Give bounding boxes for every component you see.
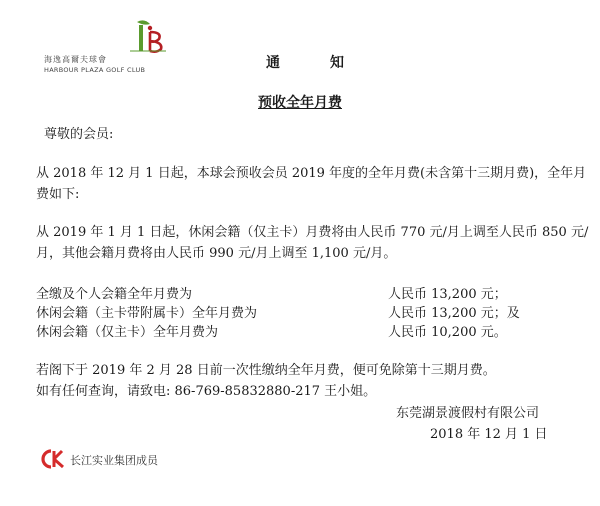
fee-amount: 人民币 13,200 元；: [388, 287, 507, 302]
fee-amount: 人民币 10,200 元。: [388, 325, 507, 340]
company-name: 东莞湖景渡假村有限公司: [396, 406, 540, 421]
fee-amount: 人民币 13,200 元；及: [388, 306, 520, 321]
logo-english-name: HARBOUR PLAZA GOLF CLUB: [44, 66, 146, 74]
paragraph-1-line-2: 费如下:: [36, 187, 80, 202]
group-member-label: 长江实业集团成员: [70, 454, 158, 467]
logo-chinese-name: 海逸高爾夫球會: [44, 55, 107, 64]
paragraph-1-line-1: 从 2018 年 12 月 1 日起，本球会预收会员 2019 年度的全年月费(未含第十三期月费)，全年月: [36, 166, 587, 181]
signature-date: 2018 年 12 月 1 日: [430, 427, 548, 442]
notice-title-right: 知: [330, 55, 345, 71]
contact-line: 如有任何查询，请致电: 86-769-85832880-217 王小姐。: [36, 384, 377, 399]
salutation: 尊敬的会员:: [44, 127, 114, 142]
paragraph-2-line-1: 从 2019 年 1 月 1 日起，休闲会籍（仅主卡）月费将由人民币 770 元/月上调至人民币 850 元/: [36, 225, 589, 240]
ck-logo-icon: [40, 448, 68, 470]
paragraph-2-line-2: 月，其他会籍月费将由人民币 990 元/月上调至 1,100 元/月。: [36, 246, 397, 261]
golf-club-emblem-icon: [44, 18, 174, 54]
fee-label: 全缴及个人会籍全年月费为: [36, 287, 193, 302]
paragraph-3: 若阁下于 2019 年 2 月 28 日前一次性缴纳全年月费，便可免除第十三期月费。: [36, 363, 496, 378]
fee-label: 休闲会籍（仅主卡）全年月费为: [36, 325, 219, 340]
fee-label: 休闲会籍（主卡带附属卡）全年月费为: [36, 306, 258, 321]
club-logo: [44, 18, 174, 76]
notice-title-left: 通: [266, 55, 281, 71]
page-subtitle: 预收全年月费: [258, 95, 342, 111]
